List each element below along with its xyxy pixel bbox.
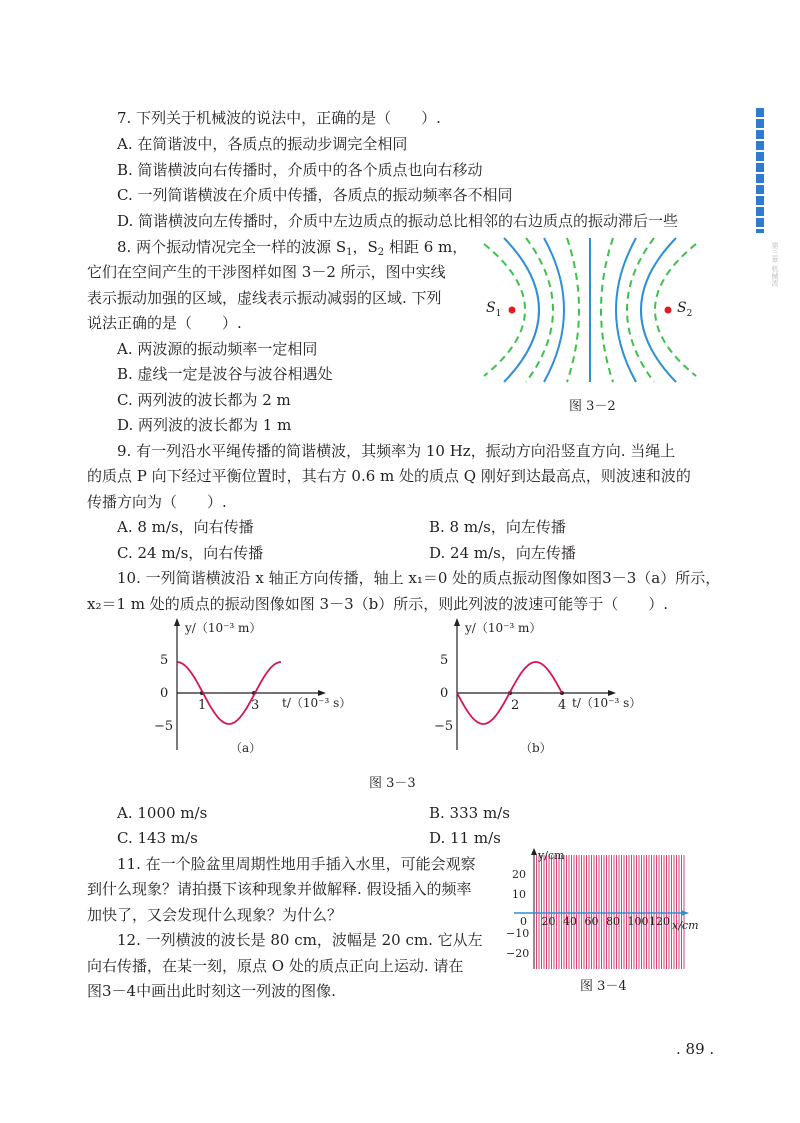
q8-line-4: 说法正确的是（ ）. bbox=[87, 314, 242, 332]
q9-option-d: D. 24 m/s，向左传播 bbox=[429, 544, 576, 562]
x-tick-label: 120 bbox=[649, 915, 670, 928]
q12-line-3: 图3－4中画出此时刻这一列波的图像. bbox=[87, 982, 336, 1000]
q11-line-3: 加快了，又会发现什么现象？为什么？ bbox=[87, 906, 343, 924]
y-tick-label: −10 bbox=[506, 927, 530, 940]
q7-option-a: A. 在简谐波中，各质点的振动步调完全相同 bbox=[117, 135, 408, 153]
q10-option-d: D. 11 m/s bbox=[429, 829, 501, 847]
x-tick-label: 40 bbox=[563, 915, 577, 928]
q11-line-1: 11. 在一个脸盆里周期性地用手插入水里，可能会观察 bbox=[117, 855, 476, 873]
y-tick-5: 5 bbox=[440, 653, 449, 668]
q10-option-a: A. 1000 m/s bbox=[117, 804, 208, 822]
y-tick-label: 10 bbox=[512, 888, 526, 901]
graph-a-label: （a） bbox=[230, 741, 262, 755]
q8-option-b: B. 虚线一定是波谷与波谷相遇处 bbox=[117, 365, 333, 383]
q9-option-c: C. 24 m/s，向右传播 bbox=[117, 544, 264, 562]
q7-option-d: D. 简谐横波向左传播时，介质中左边质点的振动总比相邻的右边质点的振动滞后一些 bbox=[117, 212, 679, 230]
y-axis-label: y/cm bbox=[538, 849, 565, 862]
interference-figure bbox=[474, 232, 724, 402]
x-axis-label: t/（10⁻³ s） bbox=[282, 696, 352, 710]
figure-3-2-caption: 图 3－2 bbox=[569, 399, 616, 414]
x-tick-label: 60 bbox=[584, 915, 599, 928]
dashed-line-left-1 bbox=[567, 238, 579, 382]
vibration-graph-a bbox=[140, 612, 360, 762]
sidebar-tab-marker bbox=[756, 108, 764, 233]
q8-option-a: A. 两波源的振动频率一定相同 bbox=[117, 340, 318, 358]
y-tick-neg5: −5 bbox=[154, 719, 174, 734]
x-tick-label: 80 bbox=[606, 915, 620, 928]
grid-lines bbox=[534, 855, 684, 969]
x-axis-label: x/cm bbox=[672, 919, 699, 932]
q8-option-c: C. 两列波的波长都为 2 m bbox=[117, 391, 291, 409]
figure-3-3-caption: 图 3－3 bbox=[369, 776, 416, 791]
y-tick-5: 5 bbox=[160, 653, 169, 668]
page-number: . 89 . bbox=[676, 1040, 715, 1058]
y-axis-arrow bbox=[531, 848, 537, 855]
figure-3-4-caption: 图 3－4 bbox=[580, 979, 627, 994]
y-tick-labels bbox=[506, 868, 529, 960]
source-s2-label: $S_2$ bbox=[677, 300, 693, 319]
q9-line-1: 9. 有一列沿水平绳传播的简谐横波，其频率为 10 Hz，振动方向沿竖直方向. 当绳上 bbox=[117, 442, 676, 460]
y-tick-0: 0 bbox=[440, 686, 449, 701]
dashed-line-right-1 bbox=[601, 238, 613, 382]
q8-line-3: 表示振动加强的区域，虚线表示振动减弱的区域. 下列 bbox=[87, 289, 442, 307]
y-tick-label: −20 bbox=[506, 947, 530, 960]
y-axis-label: y/（10⁻³ m） bbox=[185, 621, 262, 635]
q10-option-c: C. 143 m/s bbox=[117, 829, 198, 847]
y-tick-label: 20 bbox=[512, 868, 526, 881]
q8-line-2: 它们在空间产生的干涉图样如图 3－2 所示，图中实线 bbox=[87, 263, 446, 281]
q10-line-2: x₂＝1 m 处的质点的振动图像如图 3－3（b）所示，则此列波的波速可能等于（ ）. bbox=[87, 595, 669, 613]
y-tick-0: 0 bbox=[160, 686, 169, 701]
y-axis-arrow bbox=[454, 618, 460, 626]
q7-option-c: C. 一列简谐横波在介质中传播，各质点的振动频率各不相同 bbox=[117, 186, 513, 204]
q9-line-2: 的质点 P 向下经过平衡位置时，其右方 0.6 m 处的质点 Q 刚好到达最高点，则波速和波的 bbox=[87, 467, 691, 485]
source-s2-dot bbox=[665, 307, 672, 314]
q9-option-b: B. 8 m/s，向左传播 bbox=[429, 518, 566, 536]
x-tick-2: 2 bbox=[511, 698, 520, 713]
q9-line-3: 传播方向为（ ）. bbox=[87, 493, 227, 511]
q10-option-b: B. 333 m/s bbox=[429, 804, 510, 822]
x-axis-label: t/（10⁻³ s） bbox=[572, 696, 642, 710]
graph-b-label: （b） bbox=[520, 741, 552, 755]
q7-option-b: B. 简谐横波向右传播时，介质中的各个质点也向右移动 bbox=[117, 161, 483, 179]
y-axis-label: y/（10⁻³ m） bbox=[465, 621, 542, 635]
q12-line-1: 12. 一列横波的波长是 80 cm，波幅是 20 cm. 它从左 bbox=[117, 931, 483, 949]
solid-lines bbox=[504, 238, 676, 382]
x-axis-arrow bbox=[681, 910, 689, 916]
x-tick-3: 3 bbox=[251, 698, 260, 713]
y-tick-neg5: −5 bbox=[434, 719, 454, 734]
x-tick-labels bbox=[520, 915, 670, 928]
q8-line-1: 8. 两个振动情况完全一样的波源 $S_1$，$S_2$ 相距 6 m， bbox=[117, 238, 468, 258]
source-s1-label: $S_1$ bbox=[486, 300, 502, 319]
source-s1-dot bbox=[509, 307, 516, 314]
q7-stem: 7. 下列关于机械波的说法中，正确的是（ ）. bbox=[117, 109, 441, 127]
x-tick-label: 0 bbox=[520, 915, 527, 928]
empty-wave-grid bbox=[500, 845, 710, 975]
vibration-graph-b bbox=[420, 612, 650, 762]
sidebar-chapter-label: 第三章 机械波 bbox=[771, 242, 779, 287]
x-tick-label: 20 bbox=[541, 915, 556, 928]
y-axis-arrow bbox=[174, 618, 180, 626]
x-tick-4: 4 bbox=[558, 698, 567, 713]
q9-option-a: A. 8 m/s，向右传播 bbox=[117, 518, 254, 536]
x-tick-label: 100 bbox=[627, 915, 649, 928]
q8-option-d: D. 两列波的波长都为 1 m bbox=[117, 416, 292, 434]
q10-line-1: 10. 一列简谐横波沿 x 轴正方向传播，轴上 x₁＝0 处的质点振动图像如图3－3（a）所示， bbox=[117, 569, 721, 587]
x-tick-1: 1 bbox=[198, 698, 207, 713]
q12-line-2: 向右传播，在某一刻，原点 O 处的质点正向上运动. 请在 bbox=[87, 957, 464, 975]
q11-line-2: 到什么现象？请拍摄下该种现象并做解释. 假设插入的频率 bbox=[87, 880, 472, 898]
